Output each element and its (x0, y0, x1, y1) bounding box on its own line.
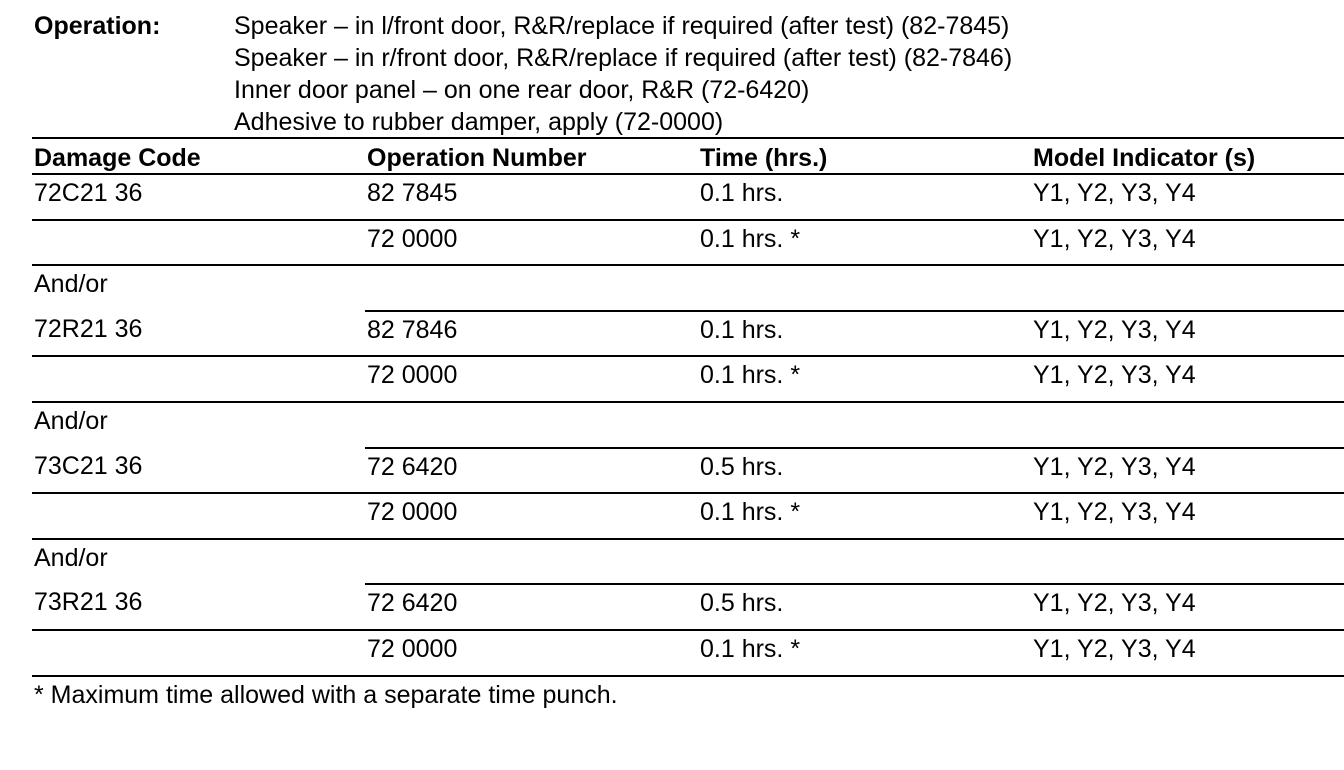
operation-label: Operation: (34, 12, 161, 40)
operation-line: Speaker – in l/front door, R&R/replace if required (after test) (82-7845) (234, 12, 1010, 40)
header-damage-code: Damage Code (32, 138, 365, 174)
operation-number-cell: 72 0000 (365, 630, 698, 676)
model-indicator-cell: Y1, Y2, Y3, Y4 (1031, 493, 1344, 539)
model-indicator-cell: Y1, Y2, Y3, Y4 (1031, 630, 1344, 676)
model-indicator-cell: Y1, Y2, Y3, Y4 (1031, 448, 1344, 494)
model-indicator-cell: Y1, Y2, Y3, Y4 (1031, 356, 1344, 402)
operation-number-cell: 72 6420 (365, 448, 698, 494)
andor-label: And/or (34, 270, 108, 299)
table-row (32, 493, 1344, 539)
separator-line (365, 539, 1344, 585)
table-body (32, 174, 1344, 676)
time-cell: 0.1 hrs. * (698, 220, 1031, 266)
header-time: Time (hrs.) (698, 138, 1031, 174)
model-indicator-cell: Y1, Y2, Y3, Y4 (1031, 311, 1344, 357)
damage-code-cell (32, 220, 365, 266)
separator-line (365, 402, 1344, 448)
damage-code-table (32, 137, 1344, 677)
time-cell: 0.1 hrs. (698, 174, 1031, 220)
time-cell: 0.1 hrs. * (698, 493, 1031, 539)
table-separator-row (32, 265, 1344, 311)
operation-line: Adhesive to rubber damper, apply (72-0000) (234, 108, 724, 136)
table-row (32, 356, 1344, 402)
model-indicator-cell: Y1, Y2, Y3, Y4 (1031, 584, 1344, 630)
damage-code-cell (32, 356, 365, 402)
damage-code-cell (32, 493, 365, 539)
damage-code-cell: 73R21 36 (32, 584, 365, 630)
andor-label: And/or (34, 543, 108, 572)
operation-line: Speaker – in r/front door, R&R/replace if required (after test) (82-7846) (234, 44, 1013, 72)
table-separator-row (32, 402, 1344, 448)
damage-code-cell: 72C21 36 (32, 174, 365, 220)
model-indicator-cell: Y1, Y2, Y3, Y4 (1031, 220, 1344, 266)
operation-number-cell: 82 7845 (365, 174, 698, 220)
operation-number-cell: 72 0000 (365, 493, 698, 539)
table-row (32, 584, 1344, 630)
damage-code-cell: 72R21 36 (32, 311, 365, 357)
time-cell: 0.1 hrs. * (698, 630, 1031, 676)
operation-number-cell: 82 7846 (365, 311, 698, 357)
table-row (32, 448, 1344, 494)
table-row (32, 311, 1344, 357)
operation-number-cell: 72 0000 (365, 356, 698, 402)
operation-number-cell: 72 6420 (365, 584, 698, 630)
time-cell: 0.5 hrs. (698, 584, 1031, 630)
damage-code-cell (32, 630, 365, 676)
time-cell: 0.1 hrs. * (698, 356, 1031, 402)
header-model-indicator: Model Indicator (s) (1031, 138, 1344, 174)
footnote: * Maximum time allowed with a separate time punch. (34, 681, 618, 709)
andor-label: And/or (34, 406, 108, 435)
operation-list (234, 10, 1012, 138)
model-indicator-cell: Y1, Y2, Y3, Y4 (1031, 174, 1344, 220)
header-operation-number: Operation Number (365, 138, 698, 174)
separator-line (365, 265, 1344, 311)
damage-code-cell: 73C21 36 (32, 448, 365, 494)
table-row (32, 174, 1344, 220)
table-row (32, 220, 1344, 266)
time-cell: 0.1 hrs. (698, 311, 1031, 357)
operation-number-cell: 72 0000 (365, 220, 698, 266)
table-header-row (32, 138, 1344, 174)
table-row (32, 630, 1344, 676)
time-cell: 0.5 hrs. (698, 448, 1031, 494)
operation-line: Inner door panel – on one rear door, R&R (72-6420) (234, 76, 810, 104)
table-separator-row (32, 539, 1344, 585)
